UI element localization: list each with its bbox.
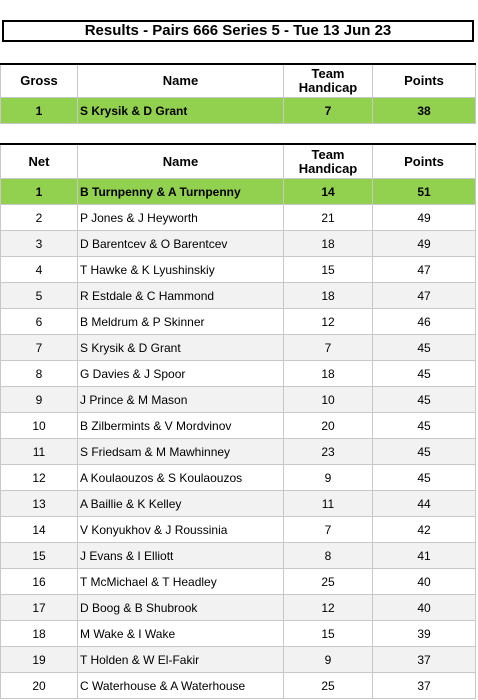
net-table-row: [1, 543, 476, 569]
net-name-cell: S Krysik & D Grant: [78, 335, 284, 361]
net-points-cell: 40: [373, 569, 476, 595]
net-name-cell: T Holden & W El-Fakir: [78, 647, 284, 673]
net-points-cell: 45: [373, 465, 476, 491]
net-table-row: [1, 179, 476, 205]
net-points-cell: 47: [373, 257, 476, 283]
net-handicap-cell: 9: [284, 465, 373, 491]
gross-rank-cell: 1: [1, 98, 78, 124]
net-table-row: [1, 465, 476, 491]
net-handicap-header: [284, 144, 373, 179]
net-handicap-cell: 23: [284, 439, 373, 465]
net-name-cell: S Friedsam & M Mawhinney: [78, 439, 284, 465]
net-name-cell: D Barentcev & O Barentcev: [78, 231, 284, 257]
net-name-cell: J Evans & I Elliott: [78, 543, 284, 569]
net-table-row: [1, 205, 476, 231]
net-points-cell: 42: [373, 517, 476, 543]
net-table-row: [1, 283, 476, 309]
net-table-row: [1, 569, 476, 595]
net-rank-cell: 4: [1, 257, 78, 283]
net-points-cell: 40: [373, 595, 476, 621]
net-points-cell: 41: [373, 543, 476, 569]
net-handicap-cell: 21: [284, 205, 373, 231]
net-rank-cell: 11: [1, 439, 78, 465]
net-table-row: [1, 647, 476, 673]
net-table-row: [1, 387, 476, 413]
net-table-row: [1, 673, 476, 699]
net-results-table: [0, 143, 476, 699]
net-handicap-cell: 11: [284, 491, 373, 517]
net-name-cell: P Jones & J Heyworth: [78, 205, 284, 231]
gross-results-table: [0, 63, 476, 124]
net-table-row: [1, 439, 476, 465]
gross-handicap-header-line2: Handicap: [298, 80, 358, 95]
net-rank-cell: 12: [1, 465, 78, 491]
gross-table-row: [1, 98, 476, 124]
net-handicap-cell: 14: [284, 179, 373, 205]
net-handicap-cell: 25: [284, 673, 373, 699]
net-name-cell: G Davies & J Spoor: [78, 361, 284, 387]
net-rank-cell: 20: [1, 673, 78, 699]
net-rank-cell: 10: [1, 413, 78, 439]
net-name-cell: J Prince & M Mason: [78, 387, 284, 413]
net-handicap-header-line1: Team: [311, 146, 345, 162]
net-handicap-cell: 15: [284, 621, 373, 647]
net-rank-cell: 3: [1, 231, 78, 257]
net-name-cell: V Konyukhov & J Roussinia: [78, 517, 284, 543]
net-rank-cell: 9: [1, 387, 78, 413]
net-rank-header: Net: [1, 144, 78, 179]
gross-handicap-header: [284, 64, 373, 98]
gross-name-cell: S Krysik & D Grant: [78, 98, 284, 124]
net-table-row: [1, 517, 476, 543]
net-rank-cell: 16: [1, 569, 78, 595]
net-points-cell: 44: [373, 491, 476, 517]
net-name-cell: B Turnpenny & A Turnpenny: [78, 179, 284, 205]
net-rank-cell: 14: [1, 517, 78, 543]
net-name-cell: B Meldrum & P Skinner: [78, 309, 284, 335]
net-handicap-cell: 15: [284, 257, 373, 283]
net-handicap-cell: 7: [284, 335, 373, 361]
net-points-cell: 45: [373, 335, 476, 361]
net-rank-cell: 5: [1, 283, 78, 309]
net-points-cell: 49: [373, 205, 476, 231]
net-points-cell: 37: [373, 673, 476, 699]
net-header-row: [1, 144, 476, 179]
net-points-cell: 37: [373, 647, 476, 673]
net-table-row: [1, 335, 476, 361]
net-name-cell: C Waterhouse & A Waterhouse: [78, 673, 284, 699]
net-handicap-cell: 12: [284, 595, 373, 621]
net-name-cell: T McMichael & T Headley: [78, 569, 284, 595]
net-handicap-cell: 25: [284, 569, 373, 595]
net-name-cell: A Baillie & K Kelley: [78, 491, 284, 517]
net-rank-cell: 13: [1, 491, 78, 517]
net-table-row: [1, 361, 476, 387]
net-rank-cell: 18: [1, 621, 78, 647]
gross-handicap-header-line1: Team: [311, 66, 345, 81]
gross-points-header: Points: [373, 64, 476, 98]
net-table-row: [1, 257, 476, 283]
net-name-cell: R Estdale & C Hammond: [78, 283, 284, 309]
net-handicap-cell: 8: [284, 543, 373, 569]
gross-header-row: [1, 64, 476, 98]
gross-points-cell: 38: [373, 98, 476, 124]
net-table-row: [1, 231, 476, 257]
net-points-cell: 39: [373, 621, 476, 647]
net-points-cell: 49: [373, 231, 476, 257]
gross-handicap-cell: 7: [284, 98, 373, 124]
net-handicap-cell: 9: [284, 647, 373, 673]
net-table-row: [1, 413, 476, 439]
net-rank-cell: 2: [1, 205, 78, 231]
net-points-cell: 47: [373, 283, 476, 309]
sheet-title: Results - Pairs 666 Series 5 - Tue 13 Jun 23: [2, 20, 474, 42]
net-name-header: Name: [78, 144, 284, 179]
net-rank-cell: 15: [1, 543, 78, 569]
net-rank-cell: 19: [1, 647, 78, 673]
net-rank-cell: 7: [1, 335, 78, 361]
net-table-row: [1, 621, 476, 647]
net-handicap-cell: 10: [284, 387, 373, 413]
net-name-cell: T Hawke & K Lyushinskiy: [78, 257, 284, 283]
net-rank-cell: 1: [1, 179, 78, 205]
net-name-cell: M Wake & I Wake: [78, 621, 284, 647]
net-handicap-cell: 12: [284, 309, 373, 335]
net-table-row: [1, 491, 476, 517]
net-handicap-cell: 20: [284, 413, 373, 439]
net-name-cell: A Koulaouzos & S Koulaouzos: [78, 465, 284, 491]
net-handicap-cell: 18: [284, 231, 373, 257]
net-points-cell: 45: [373, 387, 476, 413]
net-points-header: Points: [373, 144, 476, 179]
net-rank-cell: 6: [1, 309, 78, 335]
net-rank-cell: 17: [1, 595, 78, 621]
net-points-cell: 45: [373, 413, 476, 439]
net-name-cell: D Boog & B Shubrook: [78, 595, 284, 621]
net-handicap-cell: 18: [284, 361, 373, 387]
net-table-row: [1, 309, 476, 335]
net-points-cell: 46: [373, 309, 476, 335]
net-handicap-cell: 7: [284, 517, 373, 543]
net-name-cell: B Zilbermints & V Mordvinov: [78, 413, 284, 439]
net-points-cell: 45: [373, 439, 476, 465]
net-table-row: [1, 595, 476, 621]
net-points-cell: 45: [373, 361, 476, 387]
net-handicap-cell: 18: [284, 283, 373, 309]
gross-rank-header: Gross: [1, 64, 78, 98]
net-points-cell: 51: [373, 179, 476, 205]
net-rank-cell: 8: [1, 361, 78, 387]
gross-name-header: Name: [78, 64, 284, 98]
net-handicap-header-line2: Handicap: [298, 160, 358, 176]
